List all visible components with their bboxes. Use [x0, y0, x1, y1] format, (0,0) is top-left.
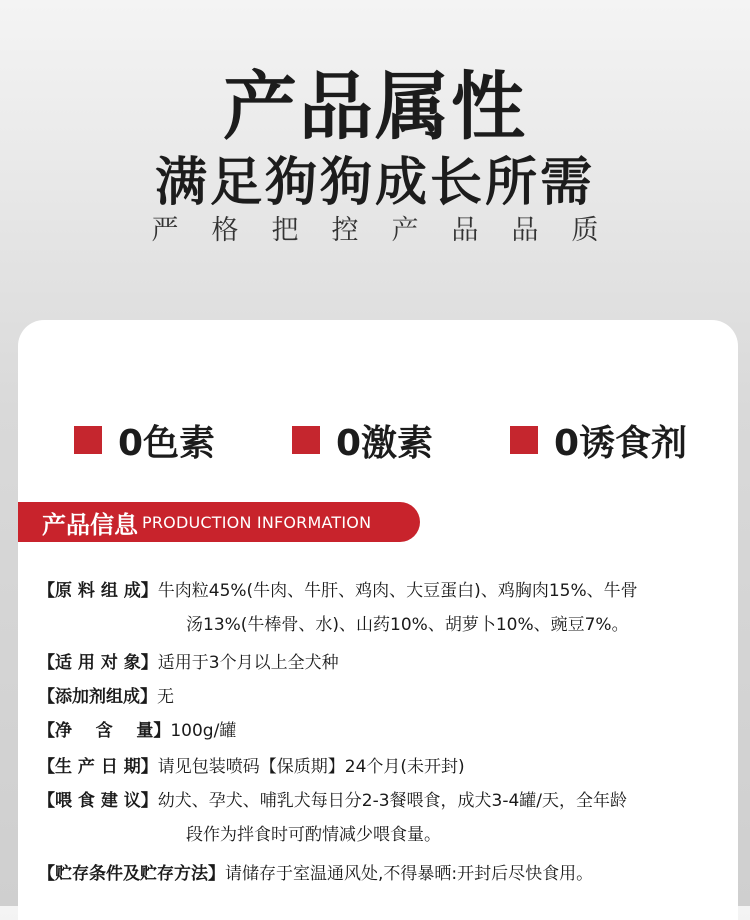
info-label: 【原 料 组 成】: [38, 581, 158, 601]
feature-label: 0诱食剂: [554, 422, 688, 464]
feature-label: 0色素: [118, 422, 216, 464]
info-value: 适用于3个月以上全犬种: [157, 653, 339, 673]
page-subtitle: 满足狗狗成长所需: [154, 153, 595, 213]
info-value: 请储存于室温通风处,不得暴晒:开封后尽快食用。: [225, 864, 594, 884]
square-bullet-icon: [510, 426, 538, 454]
info-row-ingredients: [38, 574, 728, 642]
info-label: 【贮存条件及贮存方法】: [38, 864, 225, 884]
feature-item: [74, 416, 215, 464]
info-label: 【添加剂组成】: [38, 687, 157, 707]
info-value: 无: [157, 687, 174, 707]
info-row-storage: [38, 857, 728, 891]
section-subtitle: PRODUCTION INFORMATION: [142, 512, 372, 532]
feature-label: 0激素: [336, 422, 434, 464]
feature-item: [292, 416, 433, 464]
feature-item: [510, 416, 687, 464]
info-value: 牛肉粒45%(牛肉、牛肝、鸡肉、大豆蛋白)、鸡胸肉15%、牛骨: [157, 581, 638, 601]
feature-list: [18, 416, 738, 464]
info-row-additives: [38, 680, 728, 714]
section-title: 产品信息: [42, 510, 138, 539]
square-bullet-icon: [292, 426, 320, 454]
info-row-net-weight: [38, 714, 728, 748]
info-row-feeding: [38, 784, 728, 852]
info-label: 【净 含 量】: [38, 721, 171, 741]
info-value-continued: 段作为拌食时可酌情减少喂食量。: [186, 825, 441, 845]
info-label: 【适 用 对 象】: [38, 653, 158, 673]
info-label: 【喂 食 建 议】: [38, 791, 158, 811]
info-label: 【生 产 日 期】: [38, 757, 158, 777]
info-row-production-date: [38, 750, 728, 784]
info-value: 幼犬、孕犬、哺乳犬每日分2-3餐喂食，成犬3-4罐/天，全年龄: [157, 791, 628, 811]
info-card: [18, 320, 738, 920]
hero-header: [0, 0, 750, 330]
info-value: 请见包装喷码【保质期】24个月(未开封): [157, 757, 465, 777]
info-value: 100g/罐: [170, 721, 237, 741]
info-value-continued: 汤13%(牛棒骨、水)、山药10%、胡萝卜10%、豌豆7%。: [186, 615, 629, 635]
page-tagline: 严格把控产品品质: [151, 215, 632, 246]
info-row-target: [38, 646, 728, 680]
section-banner: [18, 502, 420, 542]
square-bullet-icon: [74, 426, 102, 454]
page-title: 产品属性: [223, 64, 527, 150]
